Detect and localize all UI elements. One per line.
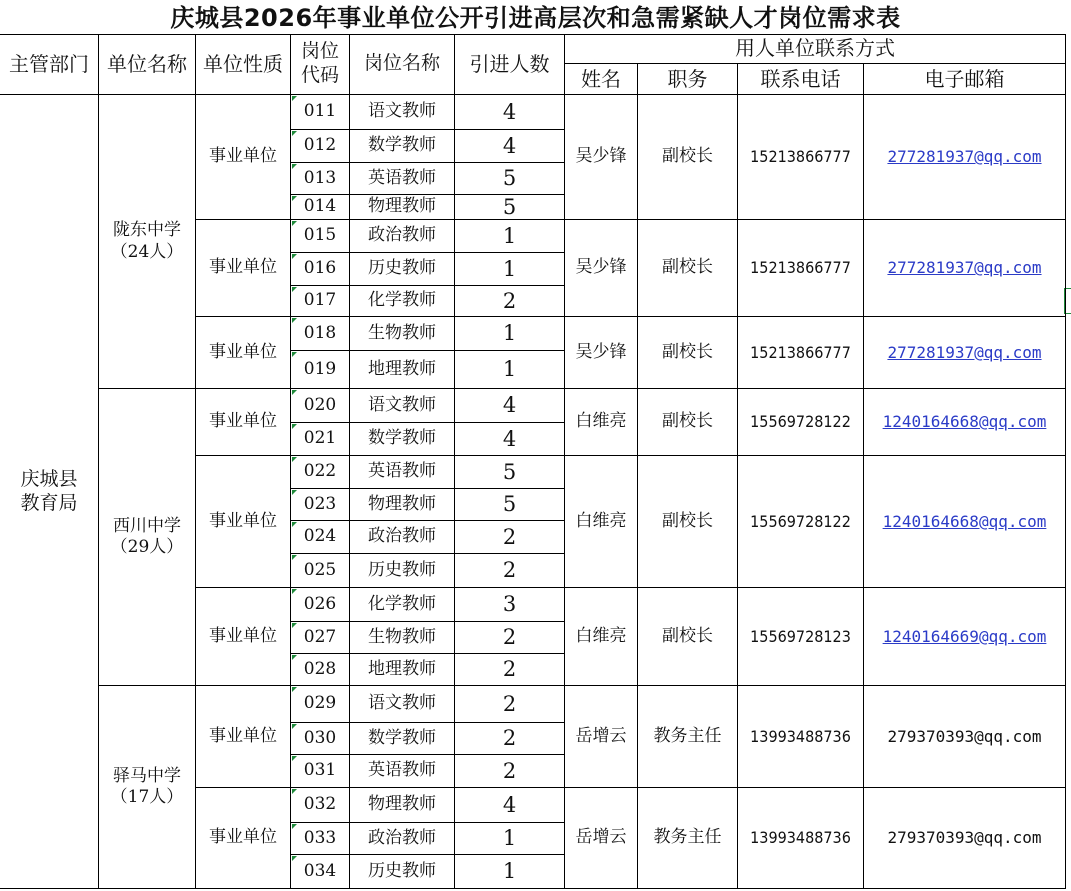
contact-name: 岳增云	[565, 686, 638, 788]
contact-phone: 15213866777	[738, 95, 864, 220]
post-code: 029	[291, 686, 350, 723]
post-name: 生物教师	[350, 622, 455, 654]
contact-email[interactable]: 1240164668@qq.com	[864, 456, 1066, 588]
school-name: 驿马中学 （17人）	[99, 686, 196, 889]
cell-note-marker	[292, 623, 297, 628]
hire-count: 2	[455, 686, 565, 723]
cell-note-marker	[292, 254, 297, 259]
cell-note-marker	[292, 687, 297, 692]
contact-email[interactable]: 1240164668@qq.com	[864, 389, 1066, 456]
cell-note-marker	[292, 287, 297, 292]
department-cell: 庆城县 教育局	[0, 95, 99, 889]
hire-count: 4	[455, 130, 565, 163]
post-code: 031	[291, 755, 350, 788]
post-name: 化学教师	[350, 588, 455, 622]
contact-role: 副校长	[638, 389, 738, 456]
cell-note-marker	[292, 131, 297, 136]
cell-note-marker	[292, 221, 297, 226]
post-code: 015	[291, 220, 350, 253]
contact-role: 教务主任	[638, 686, 738, 788]
hire-count: 1	[455, 351, 565, 389]
contact-phone: 13993488736	[738, 686, 864, 788]
contact-email[interactable]: 277281937@qq.com	[864, 95, 1066, 220]
cell-note-marker	[292, 490, 297, 495]
post-code: 018	[291, 317, 350, 351]
post-code: 023	[291, 489, 350, 521]
cell-note-marker	[292, 789, 297, 794]
post-code: 024	[291, 521, 350, 554]
post-code: 016	[291, 253, 350, 286]
header-contact-role: 职务	[638, 64, 738, 95]
post-name: 化学教师	[350, 286, 455, 317]
contact-role: 副校长	[638, 220, 738, 317]
unit-nature: 事业单位	[196, 788, 291, 889]
contact-phone: 15569728123	[738, 588, 864, 686]
hire-count: 2	[455, 521, 565, 554]
post-code: 012	[291, 130, 350, 163]
unit-nature: 事业单位	[196, 389, 291, 456]
post-name: 数学教师	[350, 723, 455, 755]
post-name: 地理教师	[350, 351, 455, 389]
cell-note-marker	[292, 856, 297, 861]
hire-count: 2	[455, 654, 565, 686]
cell-note-marker	[292, 824, 297, 829]
post-code: 028	[291, 654, 350, 686]
header-nature: 单位性质	[196, 34, 291, 95]
contact-name: 吴少锋	[565, 95, 638, 220]
contact-phone: 13993488736	[738, 788, 864, 889]
hire-count: 3	[455, 588, 565, 622]
contact-role: 副校长	[638, 95, 738, 220]
post-name: 物理教师	[350, 788, 455, 823]
post-name: 数学教师	[350, 130, 455, 163]
school-name: 陇东中学 （24人）	[99, 95, 196, 389]
post-name: 英语教师	[350, 163, 455, 195]
post-name: 生物教师	[350, 317, 455, 351]
unit-nature: 事业单位	[196, 588, 291, 686]
post-code: 019	[291, 351, 350, 389]
post-name: 语文教师	[350, 686, 455, 723]
contact-name: 吴少锋	[565, 220, 638, 317]
post-code: 027	[291, 622, 350, 654]
hire-count: 5	[455, 489, 565, 521]
contact-name: 白维亮	[565, 588, 638, 686]
post-code: 032	[291, 788, 350, 823]
cell-note-marker	[292, 196, 297, 201]
post-code: 017	[291, 286, 350, 317]
post-name: 英语教师	[350, 456, 455, 489]
post-name: 物理教师	[350, 489, 455, 521]
header-count: 引进人数	[455, 34, 565, 95]
header-dept: 主管部门	[0, 34, 99, 95]
cell-note-marker	[292, 390, 297, 395]
post-code: 013	[291, 163, 350, 195]
contact-name: 白维亮	[565, 389, 638, 456]
contact-name: 吴少锋	[565, 317, 638, 389]
post-name: 地理教师	[350, 654, 455, 686]
unit-nature: 事业单位	[196, 317, 291, 389]
post-name: 历史教师	[350, 253, 455, 286]
contact-role: 教务主任	[638, 788, 738, 889]
contact-role: 副校长	[638, 456, 738, 588]
contact-phone: 15213866777	[738, 317, 864, 389]
hire-count: 1	[455, 220, 565, 253]
post-name: 数学教师	[350, 423, 455, 456]
header-unit: 单位名称	[99, 34, 196, 95]
hire-count: 5	[455, 163, 565, 195]
hire-count: 2	[455, 286, 565, 317]
contact-email[interactable]: 1240164669@qq.com	[864, 588, 1066, 686]
hire-count: 1	[455, 253, 565, 286]
post-code: 020	[291, 389, 350, 423]
cell-note-marker	[292, 424, 297, 429]
page-title: 庆城县2026年事业单位公开引进高层次和急需紧缺人才岗位需求表	[170, 4, 901, 32]
contact-role: 副校长	[638, 317, 738, 389]
post-name: 语文教师	[350, 389, 455, 423]
post-code: 034	[291, 855, 350, 889]
unit-nature: 事业单位	[196, 456, 291, 588]
hire-count: 2	[455, 554, 565, 588]
cell-note-marker	[292, 96, 297, 101]
hire-count: 2	[455, 622, 565, 654]
contact-name: 岳增云	[565, 788, 638, 889]
hire-count: 5	[455, 195, 565, 220]
post-name: 历史教师	[350, 554, 455, 588]
cell-note-marker	[292, 655, 297, 660]
hire-count: 2	[455, 755, 565, 788]
hire-count: 1	[455, 855, 565, 889]
post-name: 语文教师	[350, 95, 455, 130]
cell-note-marker	[292, 589, 297, 594]
hire-count: 1	[455, 317, 565, 351]
hire-count: 2	[455, 723, 565, 755]
cell-note-marker	[292, 457, 297, 462]
contact-role: 副校长	[638, 588, 738, 686]
post-code: 033	[291, 823, 350, 855]
hire-count: 4	[455, 788, 565, 823]
school-name: 西川中学 （29人）	[99, 389, 196, 686]
cell-note-marker	[292, 522, 297, 527]
post-name: 政治教师	[350, 823, 455, 855]
post-code: 011	[291, 95, 350, 130]
contact-email[interactable]: 277281937@qq.com	[864, 317, 1066, 389]
cell-note-marker	[292, 724, 297, 729]
contact-email: 279370393@qq.com	[864, 788, 1066, 889]
header-contact-email: 电子邮箱	[864, 64, 1066, 95]
post-code: 022	[291, 456, 350, 489]
cell-note-marker	[292, 352, 297, 357]
header-contact-phone: 联系电话	[738, 64, 864, 95]
unit-nature: 事业单位	[196, 220, 291, 317]
cell-note-marker	[292, 164, 297, 169]
header-contact-group: 用人单位联系方式	[565, 34, 1066, 64]
post-name: 政治教师	[350, 220, 455, 253]
header-code: 岗位 代码	[291, 34, 350, 95]
cell-note-marker	[292, 756, 297, 761]
header-contact-name: 姓名	[565, 64, 638, 95]
post-code: 021	[291, 423, 350, 456]
hire-count: 4	[455, 389, 565, 423]
post-code: 026	[291, 588, 350, 622]
post-code: 014	[291, 195, 350, 220]
cell-note-marker	[292, 318, 297, 323]
hire-count: 4	[455, 95, 565, 130]
post-name: 物理教师	[350, 195, 455, 220]
contact-phone: 15569728122	[738, 456, 864, 588]
hire-count: 5	[455, 456, 565, 489]
contact-email[interactable]: 277281937@qq.com	[864, 220, 1066, 317]
post-code: 030	[291, 723, 350, 755]
contact-phone: 15569728122	[738, 389, 864, 456]
contact-phone: 15213866777	[738, 220, 864, 317]
contact-email: 279370393@qq.com	[864, 686, 1066, 788]
unit-nature: 事业单位	[196, 686, 291, 788]
post-code: 025	[291, 554, 350, 588]
cell-note-marker	[292, 555, 297, 560]
hire-count: 1	[455, 823, 565, 855]
unit-nature: 事业单位	[196, 95, 291, 220]
post-name: 英语教师	[350, 755, 455, 788]
contact-name: 白维亮	[565, 456, 638, 588]
header-position: 岗位名称	[350, 34, 455, 95]
hire-count: 4	[455, 423, 565, 456]
post-name: 历史教师	[350, 855, 455, 889]
post-name: 政治教师	[350, 521, 455, 554]
